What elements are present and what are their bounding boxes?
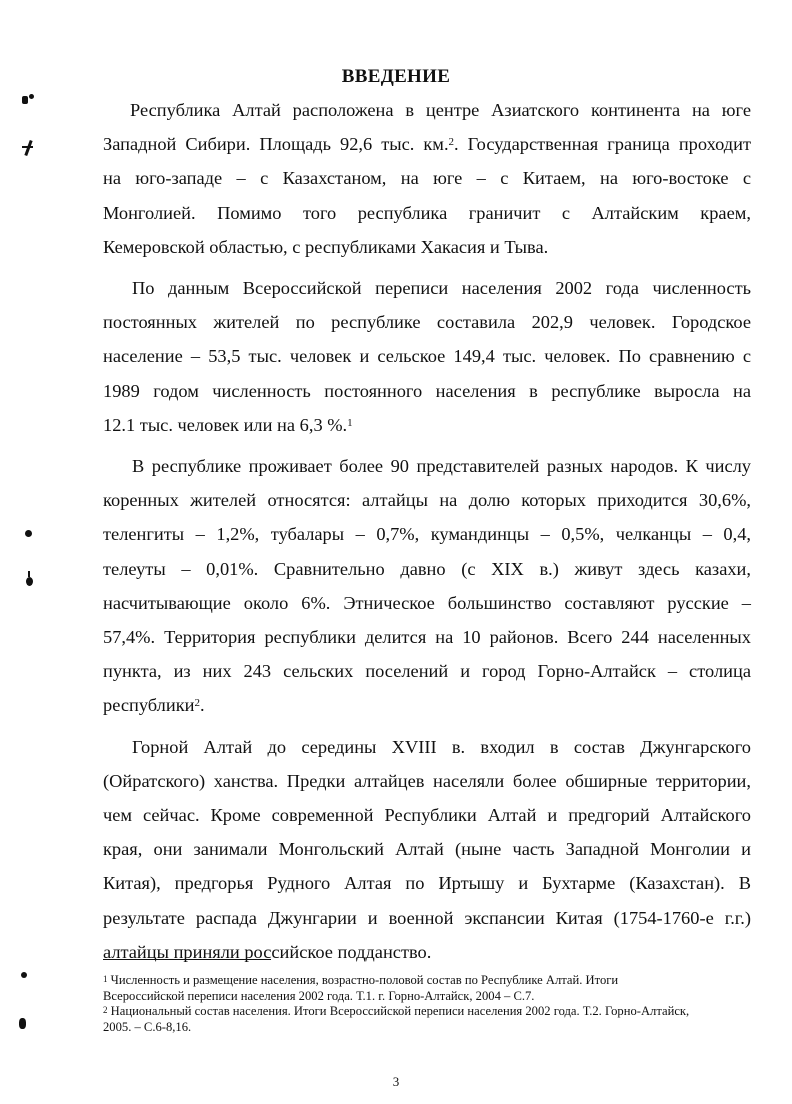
footnote-number: 1	[103, 974, 108, 984]
paragraph-3	[103, 449, 751, 723]
footnote-1	[103, 973, 753, 1004]
scan-mark	[25, 530, 32, 537]
paragraph-2	[103, 271, 751, 442]
scan-mark	[21, 972, 27, 978]
scan-mark	[22, 146, 33, 148]
text-line: Монголией. Помимо того республика граничит с Алтайским краем,	[103, 202, 751, 223]
text-line: 1989 годом численность постоянного населения в республике выросла на	[103, 380, 751, 401]
footnote-2	[103, 1004, 753, 1035]
page-title: ВВЕДЕНИЕ	[341, 66, 451, 87]
text-line: насчитывающие около 6%. Этническое большинство составляют русские –	[103, 592, 751, 613]
text-line: По данным Всероссийской переписи населения 2002 года численность	[132, 278, 751, 299]
text-line: население – 53,5 тыс. человек и сельское 149,4 тыс. человек. По сравнению с	[103, 346, 751, 367]
text-line: телеуты – 0,01%. Сравнительно давно (с XIX в.) живут здесь казахи,	[103, 558, 751, 579]
scan-mark	[26, 577, 33, 586]
text-line	[103, 127, 751, 161]
footnote-text: Национальный состав населения. Итоги Всероссийской переписи населения 2002 года. Т.2. Горно-Алтайск,	[110, 1004, 690, 1018]
text-line: Республика Алтай расположена в центре Азиатского континента на юге	[130, 100, 751, 120]
text-fragment: Западной Сибири. Площадь 92,6 тыс. км.	[103, 134, 449, 155]
footnote-ref: 1	[347, 416, 353, 429]
text-line	[103, 408, 751, 442]
superscript: 2	[448, 136, 455, 149]
paragraph-1	[103, 93, 751, 264]
page-number: 3	[392, 1074, 400, 1089]
footnote-ref: 2	[194, 697, 200, 710]
footnotes	[103, 973, 753, 1035]
text-line: Кемеровской областью, с республиками Хакасия и Тыва.	[103, 236, 549, 257]
text-line: пункта, из них 243 сельских поселений и город Горно-Алтайск – столица	[103, 661, 751, 682]
text-fragment: . Государственная граница проходит	[454, 134, 751, 155]
text-line: 57,4%. Территория республики делится на 10 районов. Всего 244 населенных	[103, 627, 751, 648]
scan-mark	[24, 140, 32, 156]
text-line: результате распада Джунгарии и военной экспансии Китая (1754-1760-е г.г.)	[103, 907, 751, 928]
scan-mark	[28, 571, 30, 577]
text-line: коренных жителей относятся: алтайцы на долю которых приходится 30,6%,	[103, 490, 751, 511]
text-line: теленгиты – 1,2%, тубалары – 0,7%, кумандинцы – 0,5%, челканцы – 0,4,	[103, 524, 751, 545]
text-line: В республике проживает более 90 представителей разных народов. К числу	[132, 456, 751, 477]
text-fragment: 12.1 тыс. человек или на 6,3 %.	[103, 414, 348, 435]
text-fragment: республики	[103, 695, 195, 716]
text-line: на юго-западе – с Казахстаном, на юге – с Китаем, на юго-востоке с	[103, 168, 751, 189]
text-line: Китая), предгорья Рудного Алтая по Иртышу и Бухтарме (Казахстан). В	[103, 873, 751, 894]
footnote-text: Всероссийской переписи населения 2002 года. Т.1. г. Горно-Алтайск, 2004 – С.7.	[103, 988, 535, 1003]
footnote-number: 2	[103, 1005, 108, 1015]
body-text	[103, 93, 751, 976]
paragraph-4	[103, 730, 751, 969]
scan-mark	[22, 96, 28, 104]
footnote-text: 2005. – С.6-8,16.	[103, 1019, 192, 1034]
footnote-divider	[103, 959, 271, 960]
text-line: края, они занимали Монгольский Алтай (ныне часть Западной Монголии и	[103, 839, 751, 860]
text-line: чем сейчас. Кроме современной Республики Алтай и предгорий Алтайского	[103, 805, 751, 826]
text-line: (Ойратского) ханства. Предки алтайцев населяли более обширные территории,	[103, 770, 751, 791]
scan-mark	[29, 94, 34, 99]
text-line: республики$^2$.	[103, 695, 205, 716]
footnote-text: Численность и размещение населения, возрастно-половой состав по Республике Алтай. Итоги	[110, 973, 619, 987]
text-line: постоянных жителей по республике составила 202,9 человек. Городское	[103, 312, 751, 333]
text-line: алтайцы приняли российское подданство.	[103, 941, 432, 962]
text-line: Горной Алтай до середины XVIII в. входил в состав Джунгарского	[132, 736, 751, 757]
scan-mark	[19, 1018, 26, 1029]
